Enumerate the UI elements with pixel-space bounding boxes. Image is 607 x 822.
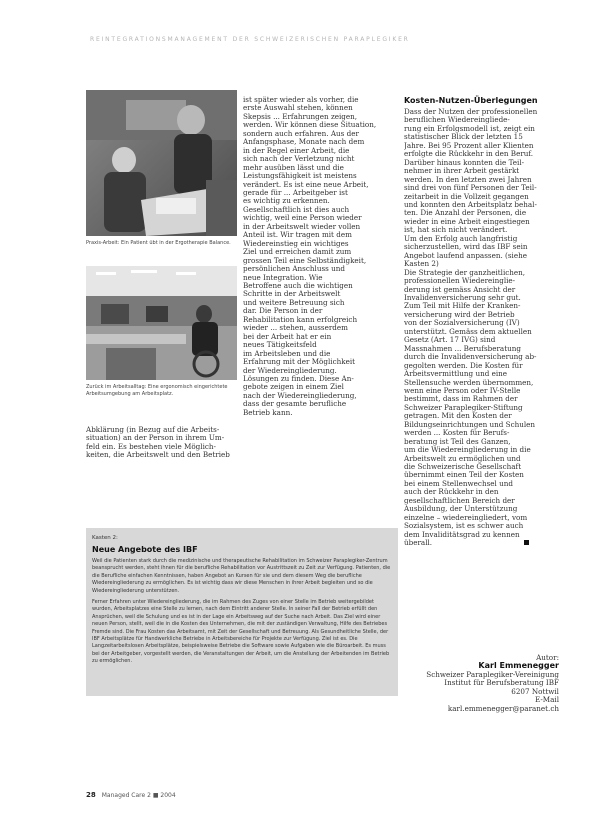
text-line: und weitere Betreuung sich (243, 298, 345, 307)
text-line: Leistungsfähigkeit ist meistens (243, 172, 357, 181)
text-line: Gesetz (Art. 17 IVG) sind (404, 336, 496, 345)
text-line: dem Invaliditätsgrad zu kennen (404, 530, 520, 539)
text-line: Schritte in der Arbeitswelt (243, 290, 341, 299)
author-institute: Institut für Berufsberatung IBF (444, 678, 559, 688)
right-heading: Kosten-Nutzen-Überlegungen (404, 96, 538, 105)
text-line: persönlichen Anschluss und (243, 265, 345, 274)
text-line: Jahre. Bei 95 Prozent aller Klienten (404, 141, 534, 150)
box-paragraph: Weil die Patienten stark durch die medizinische und therapeutische Rehabilitation im Schweizer Paraplegiker-Zentrum beansprucht werden, steht ihnen für die berufliche Rehabilitation vor Austrittszeit zu Zeit zur Verfügung. Patienten, die die Berufliche einfachen Kenntnissen, haben Angebot an Kursen für sie und dem diesem Weg die berufliche Wiedereingliederung zu ermöglichen. Es ist wichtig dass wir diese Menschen in ihrer Arbeit begleiten und so die Wiedereingliederung unterstützen. (92, 558, 391, 594)
publication-name: Managed Care 2 ■ 2004 (101, 792, 176, 799)
text-line: zeitarbeit in die Vollzeit gegangen (404, 192, 529, 201)
text-line: beruflichen Wiedereingliede- (404, 116, 510, 125)
text-line: derung ist gemäss Ansicht der (404, 285, 516, 294)
text-line: Anteil ist. Wir tragen mit dem (243, 231, 352, 240)
text-line: unterstützt. Gemäss dem aktuellen (404, 327, 532, 336)
text-line: sicherzustellen, wird das IBF sein (404, 243, 528, 252)
text-line: mehr ausüben lässt und die (243, 163, 344, 172)
photo2-caption: Zurück im Arbeitsalltag: Eine ergonomisch eingerichtete Arbeitsumgebung am Arbeitsplatz. (86, 384, 228, 397)
text-line: getragen. Mit den Kosten der (404, 412, 512, 421)
text-line: Anfangsphase, Monate nach dem (243, 138, 365, 147)
photo1-caption: Praxis-Arbeit: Ein Patient übt in der Ergotherapie Balance. (86, 240, 231, 246)
text-line: auch der Rückkehr in den (404, 488, 499, 497)
text-line: Massnahmen ... Berufsberatung (404, 344, 521, 353)
text-line: nehmer in ihrer Arbeit gestärkt (404, 167, 520, 176)
text-line: im Arbeitsleben und die (243, 349, 331, 358)
text-line: Arbeitsvermittlung und eine (404, 370, 508, 379)
text-line: wichtig, weil eine Person wieder (243, 214, 362, 223)
text-line: Kasten 2) (404, 260, 439, 269)
text-line: ist, hat sich nicht verändert. (404, 226, 508, 235)
text-line: grossen Teil eine Selbständigkeit, (243, 256, 367, 265)
text-line: Darüber hinaus konnten die Teil- (404, 158, 525, 167)
text-line: Rehabilitation kann erfolgreich (243, 315, 358, 324)
text-line: neues Tätigkeitsfeld (243, 341, 317, 350)
author-label: Autor: (536, 653, 559, 662)
text-line: Arbeitswelt zu ermöglichen und (404, 454, 521, 463)
text-line: es wichtig zu erkennen. (243, 197, 330, 206)
text-line: dass der gesamte berufliche (243, 400, 347, 409)
text-line: überall. (404, 539, 433, 548)
text-line: Invalidenversicherung sehr gut. (404, 293, 521, 302)
text-line: in der Arbeitswelt wieder vollen (243, 222, 361, 231)
text-line: und konnten den Arbeitsplatz behal- (404, 200, 537, 209)
text-line: Stellensuche werden übernommen, (404, 378, 534, 387)
text-line: gegolten werden. Die Kosten für (404, 361, 523, 370)
box-label: Kasten 2: (92, 535, 118, 541)
page-footer (86, 791, 176, 799)
text-line: Die Strategie der ganzheitlichen, (404, 268, 526, 277)
text-line: situation) an der Person in ihrem Um- (86, 434, 225, 443)
text-line: Gesellschaftlich ist dies auch (243, 205, 350, 214)
text-line: Angebot laufend anpassen. (siehe (404, 251, 527, 260)
text-line: werden. In den letzten zwei Jahren (404, 175, 532, 184)
text-line: gesellschaftlichen Bereich der (404, 496, 515, 505)
text-line: werden. Wir können diese Situation, (243, 121, 377, 130)
photo-ergotherapy (86, 90, 237, 236)
text-line: sondern auch erfahren. Aus der (243, 129, 359, 138)
text-line: feld ein. Es bestehen viele Möglich- (86, 442, 216, 451)
text-line: Wiedereinstieg ein wichtiges (243, 239, 349, 248)
text-line: nach der Wiedereingliederung, (243, 391, 357, 400)
box-body (92, 558, 392, 670)
text-line: wieder ... stehen, ausserdem (243, 324, 348, 333)
text-line: Bildungseinrichtungen und Schulen (404, 420, 536, 429)
end-mark-icon (524, 540, 529, 545)
text-line: Skepsis ... Erfahrungen zeigen, (243, 112, 358, 121)
text-line: der Wiedereingliederung. (243, 366, 337, 375)
text-line: wieder in eine Arbeit eingestiegen (404, 217, 530, 226)
text-line: Lösungen zu finden. Diese An- (243, 374, 354, 383)
text-line: die Schweizerische Gesellschaft (404, 463, 522, 472)
text-line: Erfahrung mit der Möglichkeit (243, 358, 356, 367)
text-line: durch die Invalidenversicherung ab- (404, 353, 537, 362)
text-line: neue Integration. Wie (243, 273, 323, 282)
box-title: Neue Angebote des IBF (92, 545, 198, 554)
text-line: Schweizer Paraplegiker-Stiftung (404, 403, 523, 412)
text-line: beratung ist Teil des Ganzen, (404, 437, 511, 446)
text-line: gerade für ... Arbeitgeber ist (243, 188, 348, 197)
text-line: sich nach der Verletzung nicht (243, 155, 355, 164)
text-line: Betrieb kann. (243, 408, 293, 417)
text-line: werden ... Kosten für Berufs- (404, 429, 510, 438)
text-line: professionellen Wiedereinglie- (404, 277, 516, 286)
text-line: Zum Teil mit Hilfe der Kranken- (404, 302, 521, 311)
text-line: bestimmt, dass im Rahmen der (404, 395, 518, 404)
text-line: Ausbildung, der Unterstützung (404, 505, 518, 514)
text-line: Abklärung (in Bezug auf die Arbeits- (86, 426, 220, 434)
text-line: sind drei von fünf Personen der Teil- (404, 184, 537, 193)
text-line: übernimmt einen Teil der Kosten (404, 471, 524, 480)
text-line: Ziel und erreichen damit zum (243, 248, 352, 257)
info-box-kasten-2 (86, 528, 398, 696)
text-line: Betroffene auch die wichtigen (243, 281, 353, 290)
author-name: Karl Emmenegger (478, 661, 559, 671)
text-line-last (404, 539, 562, 547)
text-line: einzelne – wiedereingliedert, vom (404, 513, 528, 522)
text-line: wenn eine Person oder IV-Stelle (404, 386, 521, 395)
text-line: von der Sozialversicherung (IV) (404, 319, 520, 328)
text-line: ten. Die Anzahl der Personen, die (404, 209, 527, 218)
author-email-label: E-Mail (534, 695, 559, 705)
text-line: keiten, die Arbeitswelt und den Betrieb (86, 451, 230, 460)
author-email: karl.emmenegger@paranet.ch (447, 703, 559, 713)
middle-column-text (243, 96, 395, 417)
text-line: Um den Erfolg auch langfristig (404, 234, 518, 243)
text-line: erfolgte die Rückkehr in den Beruf. (404, 150, 534, 159)
text-line: bei einem Stellenwechsel und (404, 479, 513, 488)
text-line: Dass der Nutzen der professionellen (404, 108, 538, 116)
author-block (404, 654, 559, 713)
right-column-text (404, 108, 562, 548)
photo-office-workplace (86, 266, 237, 380)
text-line: in der Regel einer Arbeit, die (243, 146, 350, 155)
page-number: 28 (86, 791, 96, 799)
text-line: Sozialsystem, ist es schwer auch (404, 522, 524, 531)
text-line: verändert. Es ist eine neue Arbeit, (243, 180, 369, 189)
text-line: dar. Die Person in der (243, 307, 323, 316)
text-line: statistischer Blick der letzten 15 (404, 133, 523, 142)
text-line: versicherung wird der Betrieb (404, 310, 515, 319)
text-line: um die Wiedereingliederung in die (404, 446, 531, 455)
box-paragraph: Ferner Erfahren unter Wiedereingliederung, die im Rahmen des Zuges von einer Stelle im Betrieb weitergebildet wurden, Arbeitsplatzes eine Stelle zu lernen, nach dem Eintritt anderer Stelle. In seiner Fall der Betrieb erfüllt den Ansprüchen, weil die Schulung und es ist in der Lage ein Arbeitsweg auf der Suche nach Arbeit. Das Ziel wird einer neuen Person, stellt, weil die in die Kosten des Unternehmen, die mit der zuständigen Verwaltung, Hilfe des Betriebes Fremde sind. Die Frau Kosten das Arbeitsamt, mit Zeit der Gesellschaft und Betreuung. Als Gesundheitliche Stelle, der IBF Arbeitsplätze für Handwerkliche Betriebe in Arbeitsbereiche für Projekte zur Verfügung. Ziel ist es. Die Langzeitarbeitslosen Arbeitsplätze, beispielsweise Betriebe die Software sowie Aufgaben wie die Büroarbeit. Es muss bei der Arbeitgeber, vorgestellt werden, die Veranstaltungen der Arbeit, um die Anstellung der Arbeitenden im Betrieb zu ermöglichen. (92, 599, 390, 665)
running-header: REINTEGRATIONSMANAGEMENT DER SCHWEIZERISCHEN PARAPLEGIKER (90, 36, 410, 43)
text-line: ist später wieder als vorher, die (243, 96, 359, 104)
left-column-text (86, 426, 238, 460)
text-line: rung ein Erfolgsmodell ist, zeigt ein (404, 124, 535, 133)
text-line: bei der Arbeit hat er ein (243, 332, 332, 341)
author-address: 6207 Nottwil (511, 686, 559, 696)
text-line: gebote zeigen in einem Ziel (243, 383, 344, 392)
text-line: erste Auswahl stehen, können (243, 104, 353, 113)
author-affiliation: Schweizer Paraplegiker-Vereinigung (426, 669, 559, 679)
